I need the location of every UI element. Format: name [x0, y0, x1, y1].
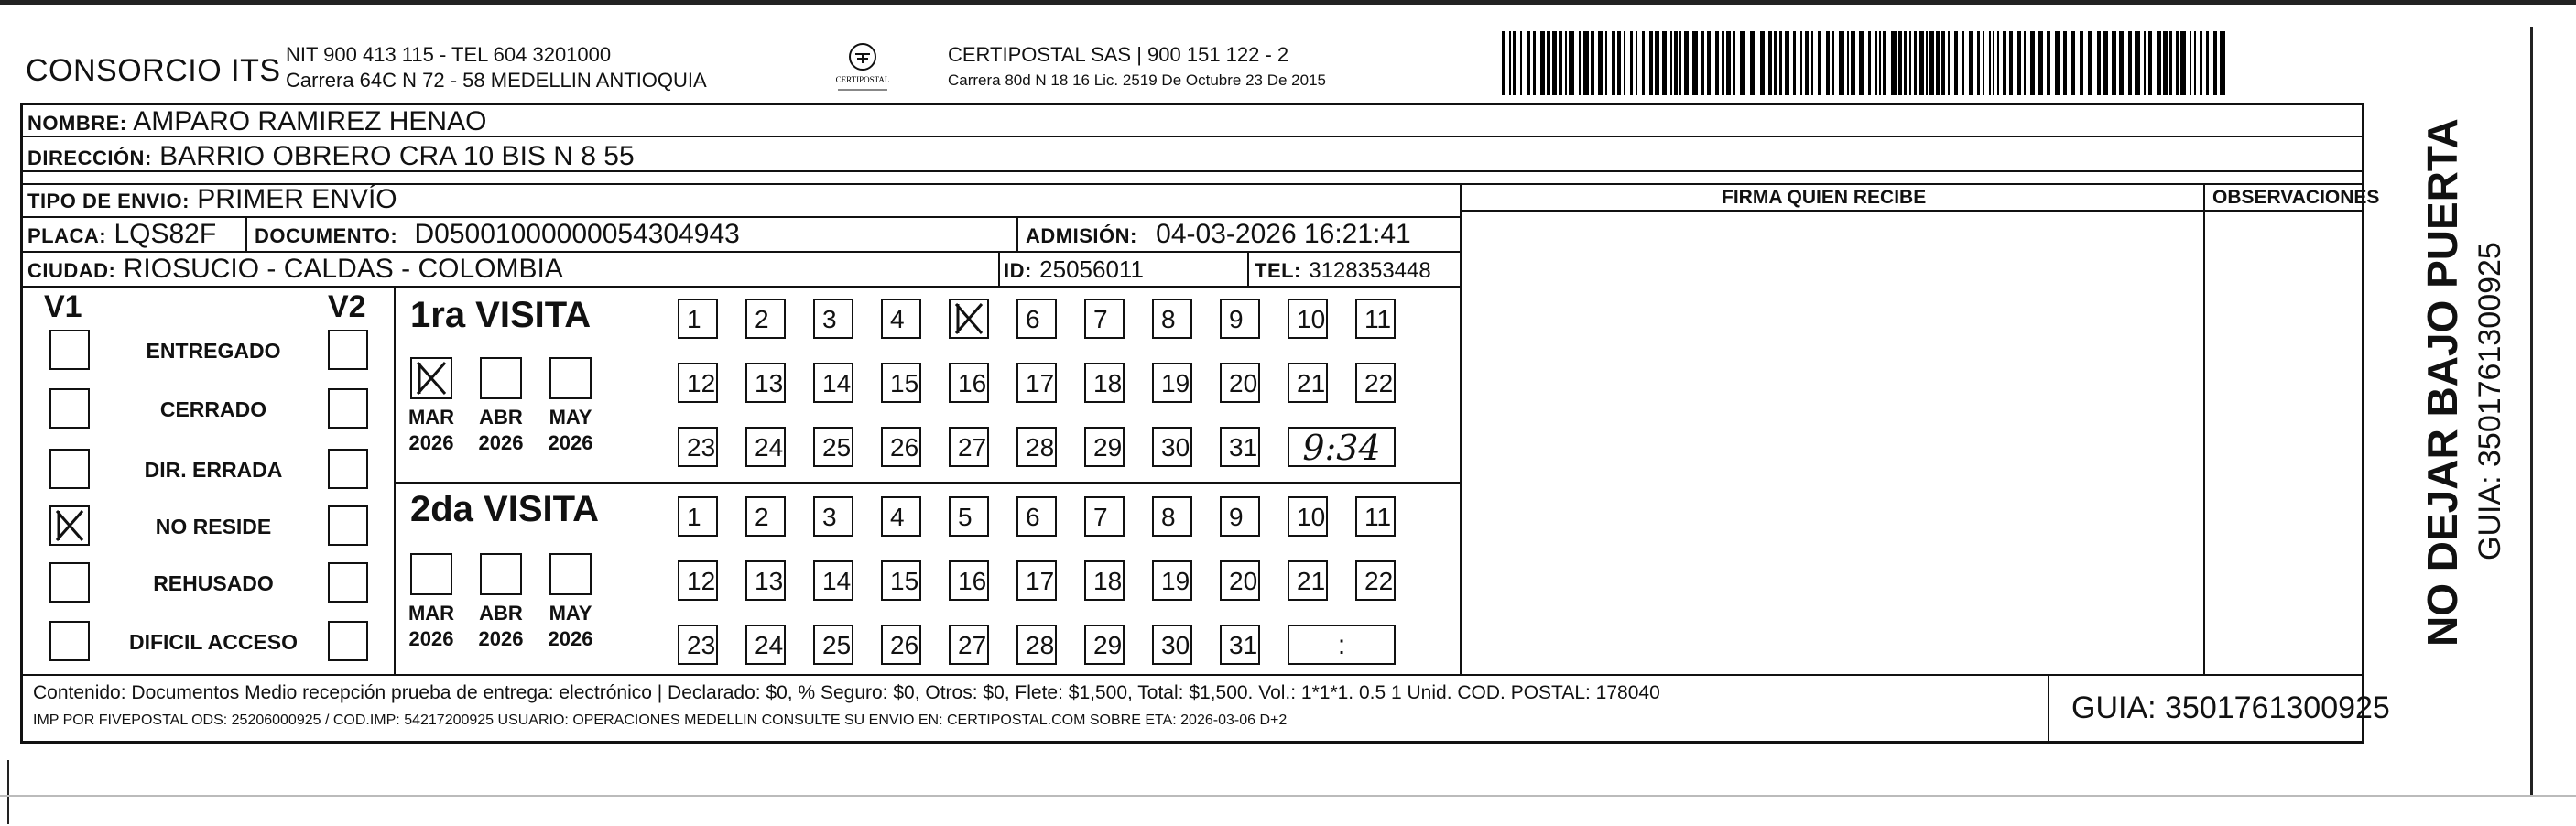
barcode-bar [1969, 31, 1973, 95]
visit2-day-4[interactable]: 4 [881, 496, 921, 537]
visit1-month-label [541, 405, 600, 456]
nombre-row [27, 106, 486, 139]
visit2-day-26[interactable]: 26 [881, 625, 921, 665]
visit1-day-4[interactable]: 4 [881, 299, 921, 339]
cell-divider [1016, 216, 1018, 251]
ciudad-value: RIOSUCIO - CALDAS - COLOMBIA [123, 254, 563, 284]
visit1-month-label [402, 405, 461, 456]
status-label-dir-errada: DIR. ERRADA [144, 458, 283, 482]
certi-line2: Carrera 80d N 18 16 Lic. 2519 De Octubre 23 De 2015 [948, 71, 1326, 89]
month-name: MAR [408, 602, 455, 625]
v2-checkbox-no-reside[interactable] [328, 505, 368, 546]
footer-guia-divider [2048, 674, 2049, 744]
footer-print-info: IMP POR FIVEPOSTAL ODS: 25206000925 / COD.IMP: 54217200925 USUARIO: OPERACIONES MEDELLIN CONSULTE SU ENVIO EN: CERTIPOSTAL.COM SOBRE ETA: 2026-03-06 D+2 [33, 712, 1288, 728]
visit2-day-25[interactable]: 25 [813, 625, 853, 665]
barcode-bar [1936, 31, 1940, 95]
visit2-day-29[interactable]: 29 [1084, 625, 1125, 665]
barcode-bar [1715, 31, 1719, 95]
barcode-bar [2144, 31, 2146, 95]
visit1-month-label [472, 405, 530, 456]
visit1-day-1[interactable]: 1 [678, 299, 718, 339]
status-label-cerrado: CERRADO [159, 397, 267, 421]
barcode-bar [1630, 31, 1633, 95]
barcode-bar [1891, 31, 1897, 95]
barcode-bar [1883, 31, 1886, 95]
footer-contents: Contenido: Documentos Medio recepción prueba de entrega: electrónico | Declarado: $0, % Seguro: $0, Otros: $0, Flete: $1,500, Total: $1,500. Vol.: 1*1*1. 0.5 1 Unid. COD. POSTAL: 178040 [33, 682, 1660, 703]
status-label-rehusado: REHUSADO [153, 571, 274, 595]
month-name: MAY [549, 602, 592, 625]
no-dejar-warning: NO DEJAR BAJO PUERTA [2418, 118, 2466, 647]
visit1-day-11[interactable]: 11 [1355, 299, 1396, 339]
month-year: 2026 [548, 627, 593, 650]
barcode-bar [1642, 31, 1645, 95]
direccion-label: DIRECCIÓN: [27, 147, 152, 169]
visit1-day-15[interactable]: 15 [881, 363, 921, 403]
nit-line: NIT 900 413 115 - TEL 604 3201000 [286, 43, 612, 66]
v2-checkbox-rehusado[interactable] [328, 562, 368, 603]
barcode-bar [1805, 31, 1809, 95]
barcode-bar [1565, 31, 1567, 95]
status-divider [394, 286, 396, 674]
visit2-day-28[interactable]: 28 [1016, 625, 1057, 665]
documento-value: D05001000000054304943 [414, 219, 740, 249]
barcode-bar [1832, 31, 1834, 95]
admision-cell [1026, 219, 1411, 252]
barcode-bar [1740, 31, 1745, 95]
cell-divider [998, 251, 1000, 286]
barcode-bar [1793, 31, 1796, 95]
visit2-day-11[interactable]: 11 [1355, 496, 1396, 537]
status-label-no-reside: NO RESIDE [155, 515, 272, 538]
barcode-bar [1707, 31, 1711, 95]
visit2-day-27[interactable]: 27 [949, 625, 989, 665]
visit2-month-label [402, 601, 461, 652]
visit1-day-19[interactable]: 19 [1152, 363, 1192, 403]
side-guia-number: GUIA: 3501761300925 [2473, 242, 2507, 560]
admision-label: ADMISIÓN: [1026, 224, 1137, 247]
barcode-bar [2009, 31, 2013, 95]
barcode-bar [1513, 31, 1516, 95]
visit1-day-2[interactable]: 2 [745, 299, 786, 339]
ciudad-cell [27, 254, 563, 287]
visit2-day-9[interactable]: 9 [1220, 496, 1260, 537]
visit1-day-17[interactable]: 17 [1016, 363, 1057, 403]
company-name: CONSORCIO ITS [26, 53, 281, 88]
barcode-bar [1701, 31, 1704, 95]
visit2-day-18[interactable]: 18 [1084, 560, 1125, 601]
footer-divider [20, 674, 2364, 676]
visit2-day-5[interactable]: 5 [949, 496, 989, 537]
right-edge-line [2530, 27, 2533, 797]
month-name: MAR [408, 406, 455, 429]
visit2-month-may[interactable] [549, 553, 592, 595]
cell-divider [1247, 251, 1249, 286]
barcode-bar [1733, 31, 1735, 95]
admision-value: 04-03-2026 16:21:41 [1156, 219, 1411, 249]
month-year: 2026 [548, 431, 593, 454]
barcode-bar [2176, 31, 2179, 95]
visit2-day-24[interactable]: 24 [745, 625, 786, 665]
barcode-bar [1670, 31, 1672, 95]
barcode-bar [1579, 31, 1581, 95]
nombre-value: AMPARO RAMIREZ HENAO [133, 106, 487, 136]
status-label-entregado: ENTREGADO [146, 339, 281, 363]
visit-divider [394, 482, 1460, 484]
visit1-day-16[interactable]: 16 [949, 363, 989, 403]
visit1-day-29[interactable]: 29 [1084, 427, 1125, 467]
visit1-day-9[interactable]: 9 [1220, 299, 1260, 339]
visit2-day-15[interactable]: 15 [881, 560, 921, 601]
barcode-bar [1583, 31, 1589, 95]
column-divider [2203, 183, 2205, 674]
barcode-bar [1774, 31, 1777, 95]
barcode-bar [2169, 31, 2172, 95]
visit1-day-23[interactable]: 23 [678, 427, 718, 467]
visit2-month-label [541, 601, 600, 652]
visit2-day-14[interactable]: 14 [813, 560, 853, 601]
placa-label: PLACA: [27, 224, 107, 247]
v2-checkbox-dir-errada[interactable] [328, 449, 368, 489]
barcode-bar [1800, 31, 1802, 95]
barcode-bar [1624, 31, 1625, 95]
barcode-bar [1662, 31, 1667, 95]
barcode-bar [1684, 31, 1689, 95]
logo-text: CERTIPOSTAL [835, 75, 890, 84]
barcode-bar [1692, 31, 1698, 95]
visit2-month-mar[interactable] [410, 553, 452, 595]
bottom-edge [0, 795, 2576, 797]
visit2-month-abr[interactable] [480, 553, 522, 595]
barcode-bar [2024, 31, 2026, 95]
barcode-bar [1997, 31, 1999, 95]
barcode-bar [2112, 31, 2116, 95]
visit2-month-label [472, 601, 530, 652]
x-mark [412, 359, 451, 397]
barcode-bar [1569, 31, 1574, 95]
v2-header: V2 [328, 289, 366, 324]
visit1-time-box[interactable]: 9:34 [1288, 427, 1396, 467]
v1-checkbox-cerrado[interactable] [49, 388, 90, 429]
visit1-day-3[interactable]: 3 [813, 299, 853, 339]
visit2-day-23[interactable]: 23 [678, 625, 718, 665]
barcode-bar [1839, 31, 1844, 95]
ciudad-label: CIUDAD: [27, 259, 116, 282]
direccion-value: BARRIO OBRERO CRA 10 BIS N 8 55 [159, 141, 635, 171]
month-name: MAY [549, 406, 592, 429]
direccion-row [27, 141, 635, 174]
barcode-bar [1926, 31, 1928, 95]
visit1-day-26[interactable]: 26 [881, 427, 921, 467]
barcode-bar [2157, 31, 2161, 95]
visit2-day-1[interactable]: 1 [678, 496, 718, 537]
barcode-bar [1617, 31, 1621, 95]
v2-checkbox-cerrado[interactable] [328, 388, 368, 429]
barcode-bar [2119, 31, 2124, 95]
barcode-bar [2206, 31, 2209, 95]
tipo-value: PRIMER ENVÍO [197, 184, 397, 214]
visit2-day-31[interactable]: 31 [1220, 625, 1260, 665]
documento-label: DOCUMENTO: [255, 224, 398, 247]
barcode-bar [2055, 31, 2060, 95]
barcode-bar [1559, 31, 1562, 95]
visit2-day-16[interactable]: 16 [949, 560, 989, 601]
visit2-day-10[interactable]: 10 [1288, 496, 1328, 537]
v1-header: V1 [44, 289, 82, 324]
v2-checkbox-dificil-acceso[interactable] [328, 621, 368, 661]
visit1-day-12[interactable]: 12 [678, 363, 718, 403]
month-year: 2026 [408, 627, 454, 650]
visit1-month-abr[interactable] [480, 357, 522, 399]
month-name: ABR [479, 406, 523, 429]
barcode-bar [2071, 31, 2075, 95]
id-cell [1004, 254, 1144, 287]
x-mark [51, 507, 88, 544]
barcode-bar [2128, 31, 2132, 95]
barcode-bar [1919, 31, 1924, 95]
barcode-bar [2180, 31, 2186, 95]
visit2-day-21[interactable]: 21 [1288, 560, 1328, 601]
barcode-bar [1929, 31, 1934, 95]
barcode-bar [1540, 31, 1545, 95]
barcode-bar [1598, 31, 1603, 95]
visit2-day-17[interactable]: 17 [1016, 560, 1057, 601]
visit1-day-25[interactable]: 25 [813, 427, 853, 467]
barcode-bar [1533, 31, 1536, 95]
barcode-bar [1779, 31, 1782, 95]
barcode-bar [2047, 31, 2050, 95]
barcode-bar [1552, 31, 1557, 95]
barcode-bar [2220, 31, 2225, 95]
id-value: 25056011 [1039, 255, 1144, 283]
visit1-month-mar[interactable] [410, 357, 452, 399]
visit1-day-8[interactable]: 8 [1152, 299, 1192, 339]
visit1-day-22[interactable]: 22 [1355, 363, 1396, 403]
barcode-bar [1726, 31, 1731, 95]
barcode-bar [1722, 31, 1724, 95]
placa-value: LQS82F [114, 219, 217, 249]
barcode-bar [1898, 31, 1902, 95]
placa-cell [27, 219, 216, 252]
barcode-bar [2148, 31, 2152, 95]
barcode-bar [2135, 31, 2140, 95]
documento-cell [255, 219, 740, 252]
barcode-bar [2003, 31, 2006, 95]
barcode-bar [1509, 31, 1511, 95]
visit2-day-8[interactable]: 8 [1152, 496, 1192, 537]
barcode-bar [1954, 31, 1958, 95]
barcode-bar [1768, 31, 1772, 95]
company-info [286, 42, 707, 93]
visit1-day-28[interactable]: 28 [1016, 427, 1057, 467]
visit2-day-12[interactable]: 12 [678, 560, 718, 601]
address-line: Carrera 64C N 72 - 58 MEDELLIN ANTIOQUIA [286, 69, 707, 92]
guia-number: GUIA: 3501761300925 [2071, 690, 2390, 725]
barcode-bar [2213, 31, 2217, 95]
visit2-day-6[interactable]: 6 [1016, 496, 1057, 537]
month-name: ABR [479, 602, 523, 625]
barcode-bar [1962, 31, 1964, 95]
visit1-day-10[interactable]: 10 [1288, 299, 1328, 339]
barcode-bar [1605, 31, 1607, 95]
column-divider [1460, 183, 1462, 674]
visit1-day-30[interactable]: 30 [1152, 427, 1192, 467]
barcode-bar [1868, 31, 1871, 95]
tel-value: 3128353448 [1309, 258, 1431, 283]
v1-checkbox-dificil-acceso[interactable] [49, 621, 90, 661]
x-mark [951, 300, 987, 337]
top-border [0, 0, 2576, 5]
barcode-bar [2163, 31, 2168, 95]
barcode-bar [1875, 31, 1877, 95]
barcode-bar [2200, 31, 2202, 95]
barcode-bar [2103, 31, 2108, 95]
firma-header: FIRMA QUIEN RECIBE [1722, 187, 1927, 208]
barcode-bar [1818, 31, 1821, 95]
visit2-day-13[interactable]: 13 [745, 560, 786, 601]
barcode-bar [1502, 31, 1505, 95]
barcode-bar [1989, 31, 1991, 95]
visit1-day-14[interactable]: 14 [813, 363, 853, 403]
barcode-bar [1826, 31, 1830, 95]
barcode-bar [1904, 31, 1907, 95]
visit2-day-2[interactable]: 2 [745, 496, 786, 537]
visit1-day-13[interactable]: 13 [745, 363, 786, 403]
barcode-bar [1520, 31, 1522, 95]
month-year: 2026 [408, 431, 454, 454]
tipo-label: TIPO DE ENVIO: [27, 190, 190, 212]
barcode-bar [1527, 31, 1530, 95]
visit1-day-20[interactable]: 20 [1220, 363, 1260, 403]
column-header-divider [1460, 210, 2364, 212]
visit1-day-6[interactable]: 6 [1016, 299, 1057, 339]
barcode-bar [1674, 31, 1678, 95]
tipo-row [27, 184, 397, 217]
barcode-bar [2190, 31, 2191, 95]
barcode-bar [2038, 31, 2043, 95]
status-label-dificil-acceso: DIFICIL ACCESO [128, 630, 298, 654]
visit1-day-7[interactable]: 7 [1084, 299, 1125, 339]
barcode [1502, 31, 2234, 95]
visit1-day-27[interactable]: 27 [949, 427, 989, 467]
visit1-day-31[interactable]: 31 [1220, 427, 1260, 467]
barcode-bar [1811, 31, 1813, 95]
visit2-time-box[interactable]: : [1288, 625, 1396, 665]
visit1-day-18[interactable]: 18 [1084, 363, 1125, 403]
barcode-bar [1909, 31, 1911, 95]
visit2-day-30[interactable]: 30 [1152, 625, 1192, 665]
barcode-bar [1636, 31, 1637, 95]
barcode-bar [1679, 31, 1681, 95]
v1-checkbox-no-reside[interactable] [49, 505, 90, 546]
visit2-day-22[interactable]: 22 [1355, 560, 1396, 601]
left-edge-line [7, 760, 9, 824]
visit2-title: 2da VISITA [410, 489, 599, 529]
cell-divider [245, 216, 247, 251]
visit1-title: 1ra VISITA [410, 295, 592, 335]
barcode-bar [1547, 31, 1550, 95]
barcode-bar [2194, 31, 2196, 95]
barcode-bar [1612, 31, 1615, 95]
barcode-bar [2063, 31, 2067, 95]
certipostal-info [948, 42, 1326, 93]
visit1-day-21[interactable]: 21 [1288, 363, 1328, 403]
month-year: 2026 [478, 627, 524, 650]
tel-cell [1255, 254, 1431, 287]
barcode-bar [2088, 31, 2092, 95]
certipostal-logo [829, 40, 897, 95]
barcode-bar [1760, 31, 1765, 95]
barcode-bar [2097, 31, 2101, 95]
nombre-label: NOMBRE: [27, 112, 127, 135]
barcode-bar [1591, 31, 1594, 95]
barcode-bar [1983, 31, 1984, 95]
barcode-bar [1655, 31, 1659, 95]
barcode-bar [1879, 31, 1881, 95]
tel-label: TEL: [1255, 259, 1301, 282]
visit1-day-5[interactable] [949, 299, 989, 339]
barcode-bar [1977, 31, 1980, 95]
visit1-day-24[interactable]: 24 [745, 427, 786, 467]
barcode-bar [1993, 31, 1994, 95]
barcode-bar [1750, 31, 1755, 95]
barcode-bar [1941, 31, 1945, 95]
barcode-bar [2080, 31, 2083, 95]
barcode-bar [2017, 31, 2021, 95]
v1-checkbox-rehusado[interactable] [49, 562, 90, 603]
barcode-bar [1649, 31, 1653, 95]
barcode-bar [1948, 31, 1950, 95]
barcode-bar [1851, 31, 1855, 95]
observaciones-header: OBSERVACIONES [2212, 187, 2380, 208]
barcode-bar [2030, 31, 2035, 95]
certi-line1: CERTIPOSTAL SAS | 900 151 122 - 2 [948, 43, 1289, 66]
visit2-day-3[interactable]: 3 [813, 496, 853, 537]
v1-checkbox-entregado[interactable] [49, 330, 90, 370]
barcode-bar [1847, 31, 1849, 95]
barcode-bar [1785, 31, 1789, 95]
v1-checkbox-dir-errada[interactable] [49, 449, 90, 489]
month-year: 2026 [478, 431, 524, 454]
barcode-bar [1914, 31, 1917, 95]
id-label: ID: [1004, 259, 1032, 282]
visit1-month-may[interactable] [549, 357, 592, 399]
visit2-day-7[interactable]: 7 [1084, 496, 1125, 537]
barcode-bar [1859, 31, 1864, 95]
visit2-day-20[interactable]: 20 [1220, 560, 1260, 601]
v2-checkbox-entregado[interactable] [328, 330, 368, 370]
visit2-day-19[interactable]: 19 [1152, 560, 1192, 601]
